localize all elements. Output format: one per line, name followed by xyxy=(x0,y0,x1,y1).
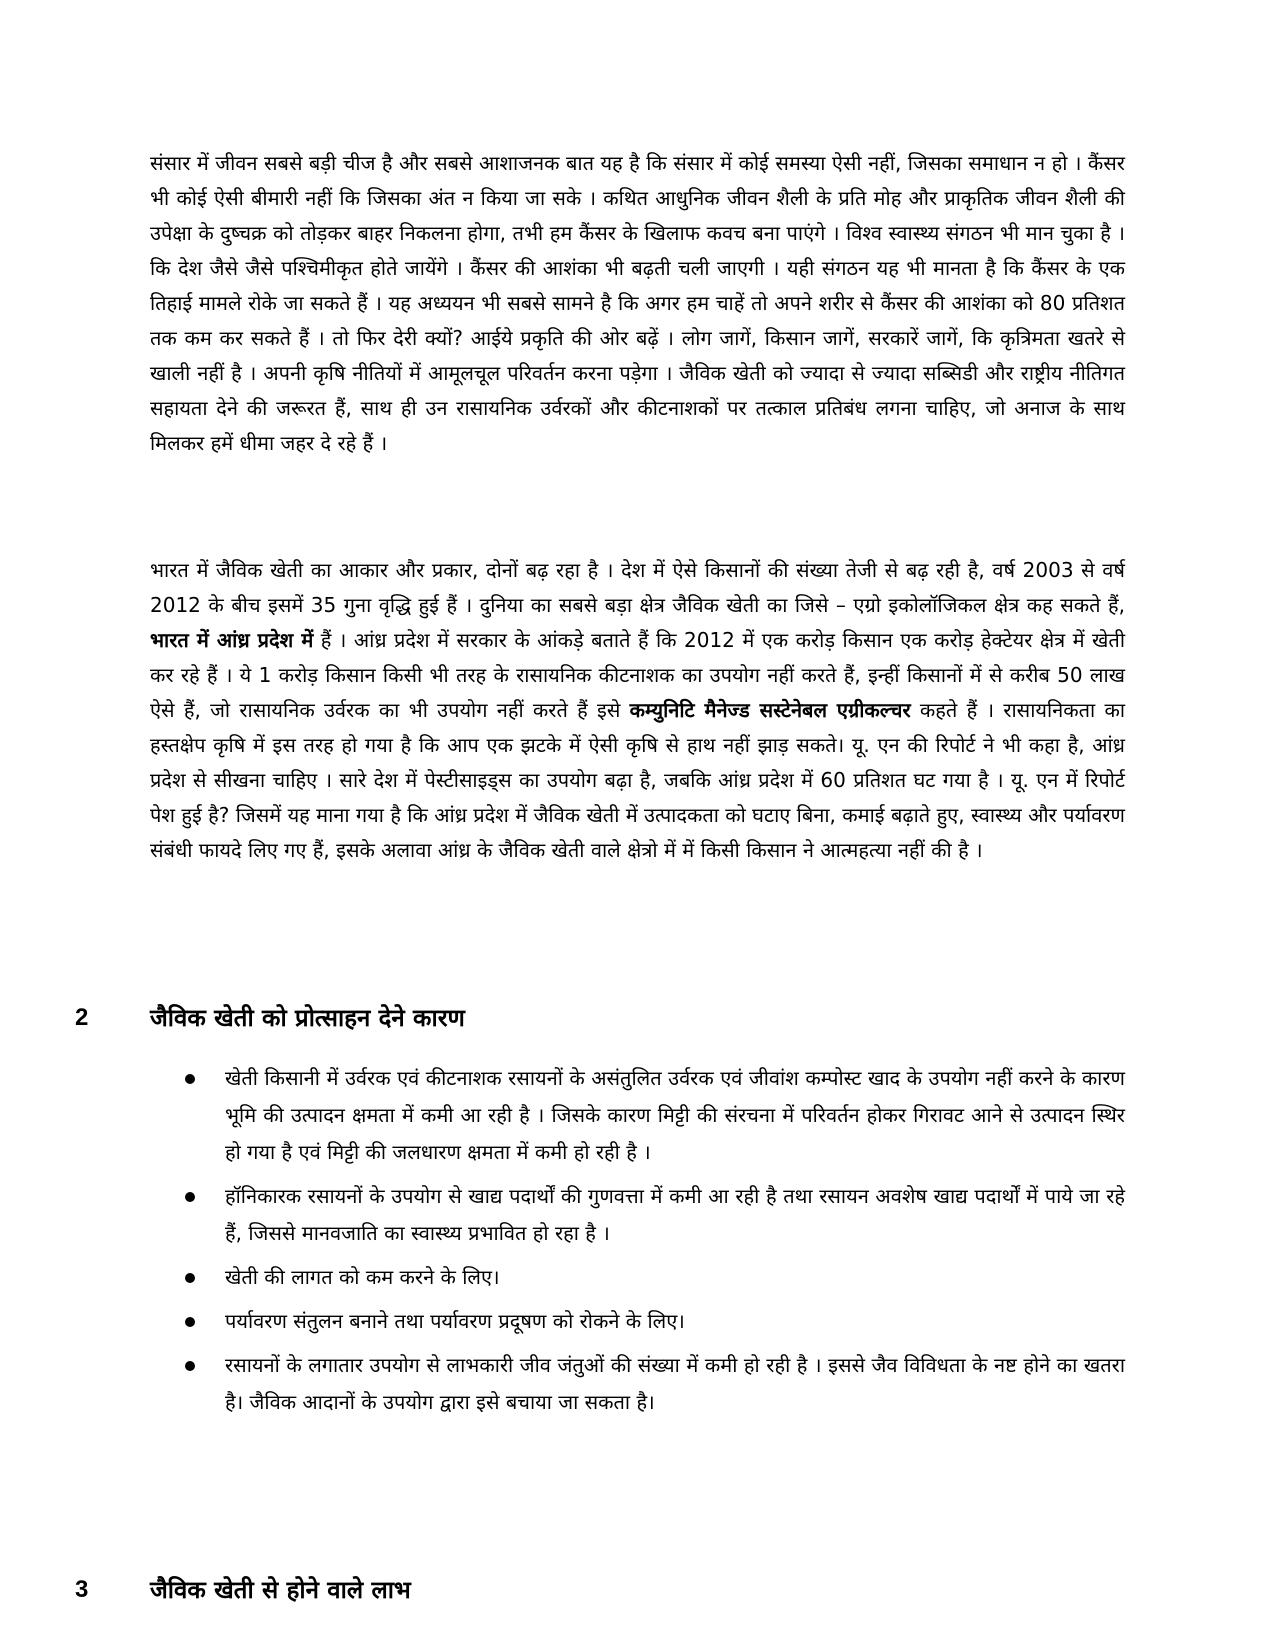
bullet-icon xyxy=(185,1273,195,1283)
paragraph-organic-farming-india xyxy=(150,553,1125,868)
paragraph-text: भारत में जैविक खेती का आकार और प्रकार, दोनों बढ़ रहा है । देश में ऐसे किसानों की संख्या तेजी से बढ़ रही है, वर्ष 2003 से वर्ष 2012 के बीच इसमें 35 गुना वृद्धि हुई हैं । दुनिया का सबसे बड़ा क्षेत्र जैविक खेती का जिसे – एग्रो इकोलॉजिकल क्षेत्र कह सकते हैं, xyxy=(150,558,1125,617)
list-item-text: खेती किसानी में उर्वरक एवं कीटनाशक रसायनों के असंतुलित उर्वरक एवं जीवांश कम्पोस्ट खाद के उपयोग नहीं करने के कारण भूमि की उत्पादन क्षमता में कमी आ रही है । जिसके कारण मिट्टी की संरचना में परिवर्तन होकर गिरावट आने से उत्पादन स्थिर हो गया है एवं मिट्टी की जलधारण क्षमता में कमी हो रही है । xyxy=(225,1066,1125,1164)
paragraph-text: संसार में जीवन सबसे बड़ी चीज है और सबसे आशाजनक बात यह है कि संसार में कोई समस्या ऐसी नहीं, जिसका समाधान न हो । कैंसर भी कोई ऐसी बीमारी नहीं कि जिसका अंत न किया जा सके । कथित आधुनिक जीवन शैली के प्रति मोह और प्राकृतिक जीवन शैली की उपेक्षा के दुष्चक्र को तोड़कर बाहर निकलना होगा, तभी हम कैंसर के खिलाफ कवच बना पाएंगे । विश्व स्वास्थ्य संगठन भी मान चुका है । कि देश जैसे जैसे पश्चिमीकृत होते जायेंगे । कैंसर की आशंका भी बढ़ती चली जाएगी । यही संगठन यह भी मानता है कि कैंसर के एक तिहाई मामले रोके जा सकते हैं । यह अध्ययन भी सबसे सामने है कि अगर हम चाहें तो अपने शरीर से कैंसर की आशंका को 80 प्रतिशत तक कम कर सकते हैं । तो फिर देरी क्यों? आईये प्रकृति की ओर बढ़ें । लोग जागें, किसान जागें, सरकारें जागें, कि कृत्रिमता खतरे से खाली नहीं है । अपनी कृषि नीतियों में आमूलचूल परिवर्तन करना पड़ेगा । जैविक खेती को ज्यादा से ज्यादा सब्सिडी और राष्ट्रीय नीतिगत सहायता देने की जरूरत हैं, साथ ही उन रासायनिक उर्वरकों और कीटनाशकों पर तत्काल प्रतिबंध लगना चाहिए, जो अनाज के साथ मिलकर हमें धीमा जहर दे रहे हैं । xyxy=(150,151,1125,455)
section-heading-2 xyxy=(75,998,1125,1038)
bullet-icon xyxy=(185,1317,195,1327)
section-number: 3 xyxy=(75,1576,89,1603)
bullet-icon xyxy=(185,1361,195,1371)
list-item xyxy=(185,1259,1125,1296)
list-item xyxy=(185,1060,1125,1171)
list-item xyxy=(185,1347,1125,1421)
list-item-text: खेती की लागत को कम करने के लिए। xyxy=(225,1265,500,1289)
list-item-text: पर्यावरण संतुलन बनाने तथा पर्यावरण प्रदूषण को रोकने के लिए। xyxy=(225,1309,685,1333)
paragraph-text: कहते हैं । रासायनिकता का हस्तक्षेप कृषि में इस तरह हो गया है कि आप एक झटके में ऐसी कृषि से हाथ नहीं झाड़ सकते। यू. एन की रिपोर्ट ने भी कहा है, आंध्र प्रदेश से सीखना चाहिए । सारे देश में पेस्टीसाइड्स का उपयोग बढ़ा है, जबकि आंध्र प्रदेश में 60 प्रतिशत घट गया है । यू. एन में रिपोर्ट पेश हुई है? जिसमें यह माना गया है कि आंध्र प्रदेश में जैविक खेती में उत्पादकता को घटाए बिना, कमाई बढ़ाते हुए, स्वास्थ्य और पर्यावरण संबंधी फायदे लिए गए हैं, इसके अलावा आंध्र के जैविक खेती वाले क्षेत्रो में में किसी किसान ने आत्महत्या नहीं की है । xyxy=(150,698,1125,862)
section-title: जैविक खेती को प्रोत्साहन देने कारण xyxy=(150,1004,465,1032)
list-item xyxy=(185,1178,1125,1252)
bold-phrase: भारत में आंध्र प्रदेश में xyxy=(150,628,314,652)
section-heading-3 xyxy=(75,1570,1125,1610)
section-number: 2 xyxy=(75,1004,89,1031)
paragraph-cancer-life xyxy=(150,146,1125,461)
bullet-icon xyxy=(185,1192,195,1202)
list-item-text: हॉनिकारक रसायनों के उपयोग से खाद्य पदार्थों की गुणवत्ता में कमी आ रही है तथा रसायन अवशेष खाद्य पदार्थों में पाये जा रहे हैं, जिससे मानवजाति का स्वास्थ्य प्रभावित हो रहा है । xyxy=(225,1184,1125,1245)
bullet-icon xyxy=(185,1074,195,1084)
paragraph-text: हैं । आंध्र प्रदेश में सरकार के आंकड़े बताते हैं कि 2012 में एक करोड़ किसान एक करोड़ हेक्टेयर क्षेत्र में खेती कर रहे हैं । ये 1 करोड़ किसान किसी भी तरह के रासायनिक कीटनाशक का उपयोग नहीं करते हैं, इन्हीं किसानों में से करीब 50 लाख ऐसे हैं, जो रासायनिक उर्वरक का भी उपयोग नहीं करते हैं इसे xyxy=(150,628,1125,722)
bold-phrase: कम्युनिटि मैनेज्ड सस्टेनेबल एग्रीकल्चर xyxy=(629,698,911,722)
list-item xyxy=(185,1303,1125,1340)
list-item-text: रसायनों के लगातार उपयोग से लाभकारी जीव जंतुओं की संख्या में कमी हो रही है । इससे जैव विविधता के नष्ट होने का खतरा है। जैविक आदानों के उपयोग द्वारा इसे बचाया जा सकता है। xyxy=(225,1353,1125,1414)
section-title: जैविक खेती से होने वाले लाभ xyxy=(150,1576,411,1604)
reasons-list xyxy=(185,1060,1125,1428)
